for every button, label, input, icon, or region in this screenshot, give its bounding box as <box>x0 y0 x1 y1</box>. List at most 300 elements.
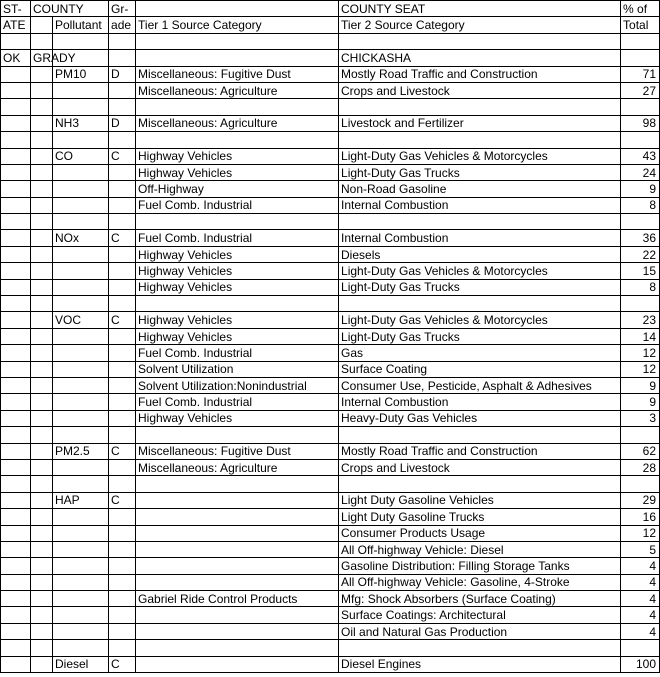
table-cell: Solvent Utilization <box>136 361 339 377</box>
table-cell <box>1 263 31 279</box>
table-cell <box>136 50 339 66</box>
table-cell <box>53 164 109 180</box>
table-cell <box>31 656 53 672</box>
table-cell <box>1 656 31 672</box>
table-cell <box>1 33 31 49</box>
table-cell <box>53 377 109 393</box>
table-cell: Miscellaneous: Fugitive Dust <box>136 66 339 82</box>
table-cell: Light-Duty Gas Vehicles & Motorcycles <box>339 312 621 328</box>
table-cell: Highway Vehicles <box>136 410 339 426</box>
table-cell <box>31 99 53 115</box>
table-cell: 12 <box>621 345 660 361</box>
table-cell <box>1 115 31 131</box>
table-cell <box>1 558 31 574</box>
table-cell: CO <box>53 148 109 164</box>
table-cell: 28 <box>621 459 660 475</box>
table-cell: 3 <box>621 410 660 426</box>
table-cell: Oil and Natural Gas Production <box>339 623 621 639</box>
table-cell: 23 <box>621 312 660 328</box>
table-row <box>1 181 660 197</box>
table-cell <box>31 197 53 213</box>
table-cell <box>136 623 339 639</box>
table-cell <box>109 164 136 180</box>
table-cell <box>1 296 31 312</box>
header-row <box>1 1 660 17</box>
table-row <box>1 459 660 475</box>
table-cell <box>339 33 621 49</box>
table-cell: Internal Combustion <box>339 394 621 410</box>
table-cell: C <box>109 148 136 164</box>
table-row <box>1 246 660 262</box>
table-cell <box>109 410 136 426</box>
table-cell: Light-Duty Gas Vehicles & Motorcycles <box>339 263 621 279</box>
header-cell: COUNTY SEAT <box>339 1 621 17</box>
table-cell <box>31 181 53 197</box>
table-cell <box>53 361 109 377</box>
table-cell <box>1 328 31 344</box>
table-cell <box>31 230 53 246</box>
table-cell <box>1 361 31 377</box>
table-cell <box>1 509 31 525</box>
table-row <box>1 82 660 98</box>
table-cell <box>53 394 109 410</box>
table-cell: 9 <box>621 377 660 393</box>
table-row <box>1 427 660 443</box>
table-cell <box>1 459 31 475</box>
table-cell: Fuel Comb. Industrial <box>136 394 339 410</box>
table-cell <box>31 525 53 541</box>
table-cell: Miscellaneous: Agriculture <box>136 459 339 475</box>
table-cell: Diesel Engines <box>339 656 621 672</box>
table-cell <box>53 214 109 230</box>
header-cell: Gr- <box>109 1 136 17</box>
table-cell <box>1 230 31 246</box>
table-cell: Highway Vehicles <box>136 164 339 180</box>
table-row <box>1 279 660 295</box>
table-cell: 16 <box>621 509 660 525</box>
table-cell <box>31 591 53 607</box>
table-cell <box>109 623 136 639</box>
table-cell <box>339 132 621 148</box>
table-cell <box>31 541 53 557</box>
table-cell <box>621 99 660 115</box>
table-cell: PM10 <box>53 66 109 82</box>
table-cell: 12 <box>621 361 660 377</box>
table-cell <box>53 132 109 148</box>
table-cell <box>31 148 53 164</box>
table-cell: Diesels <box>339 246 621 262</box>
table-cell: Light-Duty Gas Trucks <box>339 164 621 180</box>
table-cell <box>31 377 53 393</box>
table-cell <box>136 427 339 443</box>
table-row <box>1 541 660 557</box>
table-cell: 24 <box>621 164 660 180</box>
table-cell <box>621 214 660 230</box>
table-cell <box>31 263 53 279</box>
table-cell: 62 <box>621 443 660 459</box>
table-cell <box>109 476 136 492</box>
table-cell <box>1 197 31 213</box>
table-cell <box>1 132 31 148</box>
table-cell <box>136 558 339 574</box>
table-cell: Light Duty Gasoline Vehicles <box>339 492 621 508</box>
header-cell: Pollutant <box>53 17 109 33</box>
table-cell: C <box>109 656 136 672</box>
table-row <box>1 132 660 148</box>
table-cell <box>31 640 53 656</box>
table-row <box>1 50 660 66</box>
table-cell <box>53 607 109 623</box>
table-cell <box>53 558 109 574</box>
table-row <box>1 164 660 180</box>
table-cell <box>109 328 136 344</box>
table-cell <box>53 591 109 607</box>
table-cell <box>339 214 621 230</box>
table-row <box>1 33 660 49</box>
table-cell <box>339 99 621 115</box>
table-cell: All Off-highway Vehicle: Gasoline, 4-Stroke <box>339 574 621 590</box>
table-cell <box>53 525 109 541</box>
table-cell: Crops and Livestock <box>339 459 621 475</box>
table-cell: Non-Road Gasoline <box>339 181 621 197</box>
table-cell: Highway Vehicles <box>136 263 339 279</box>
table-cell: Fuel Comb. Industrial <box>136 197 339 213</box>
table-cell <box>31 296 53 312</box>
table-cell: 100 <box>621 656 660 672</box>
table-row <box>1 99 660 115</box>
table-cell <box>109 574 136 590</box>
table-cell <box>31 443 53 459</box>
table-row <box>1 66 660 82</box>
table-cell <box>109 33 136 49</box>
table-cell <box>1 541 31 557</box>
table-cell <box>1 574 31 590</box>
table-cell: Miscellaneous: Agriculture <box>136 82 339 98</box>
table-row <box>1 623 660 639</box>
table-cell <box>31 328 53 344</box>
table-cell: Gasoline Distribution: Filling Storage Tanks <box>339 558 621 574</box>
table-cell <box>621 33 660 49</box>
table-cell: 71 <box>621 66 660 82</box>
table-cell: Light-Duty Gas Trucks <box>339 279 621 295</box>
table-cell <box>109 82 136 98</box>
table-cell <box>1 492 31 508</box>
table-cell: 29 <box>621 492 660 508</box>
table-cell: 98 <box>621 115 660 131</box>
table-row <box>1 607 660 623</box>
table-cell: Internal Combustion <box>339 197 621 213</box>
table-row <box>1 492 660 508</box>
table-cell <box>53 279 109 295</box>
table-cell <box>1 607 31 623</box>
table-cell <box>31 132 53 148</box>
table-cell <box>1 246 31 262</box>
table-cell: Mostly Road Traffic and Construction <box>339 443 621 459</box>
table-cell <box>53 459 109 475</box>
table-cell <box>53 181 109 197</box>
table-cell: Gas <box>339 345 621 361</box>
table-cell <box>31 476 53 492</box>
table-cell: Highway Vehicles <box>136 279 339 295</box>
table-cell <box>339 427 621 443</box>
table-cell: Surface Coating <box>339 361 621 377</box>
table-row <box>1 443 660 459</box>
table-cell <box>53 263 109 279</box>
header-cell: % of <box>621 1 660 17</box>
table-cell <box>31 345 53 361</box>
table-cell: C <box>109 230 136 246</box>
header-cell: COUNTY <box>31 1 109 17</box>
header-row <box>1 17 660 33</box>
table-row <box>1 328 660 344</box>
table-cell <box>109 99 136 115</box>
header-cell: Tier 2 Source Category <box>339 17 621 33</box>
table-cell: Consumer Use, Pesticide, Asphalt & Adhesives <box>339 377 621 393</box>
table-cell: 15 <box>621 263 660 279</box>
table-cell <box>136 296 339 312</box>
table-cell: Miscellaneous: Agriculture <box>136 115 339 131</box>
table-cell <box>53 476 109 492</box>
table-cell: 12 <box>621 525 660 541</box>
table-cell <box>53 410 109 426</box>
table-cell: Heavy-Duty Gas Vehicles <box>339 410 621 426</box>
table-cell: VOC <box>53 312 109 328</box>
table-cell <box>109 361 136 377</box>
table-cell <box>53 574 109 590</box>
table-cell: Consumer Products Usage <box>339 525 621 541</box>
table-cell: 4 <box>621 558 660 574</box>
table-row <box>1 197 660 213</box>
table-cell: Off-Highway <box>136 181 339 197</box>
table-cell <box>31 246 53 262</box>
table-cell: Highway Vehicles <box>136 246 339 262</box>
table-cell <box>136 574 339 590</box>
table-cell <box>31 623 53 639</box>
table-cell <box>109 591 136 607</box>
table-cell <box>31 115 53 131</box>
table-row <box>1 377 660 393</box>
table-cell <box>109 394 136 410</box>
table-cell: 4 <box>621 607 660 623</box>
table-cell: 5 <box>621 541 660 557</box>
table-cell: GRADY <box>31 50 53 66</box>
table-cell <box>1 66 31 82</box>
table-cell <box>31 574 53 590</box>
table-cell <box>1 279 31 295</box>
table-cell <box>1 214 31 230</box>
table-cell <box>31 82 53 98</box>
table-cell: Surface Coatings: Architectural <box>339 607 621 623</box>
table-cell <box>53 296 109 312</box>
table-cell: 9 <box>621 181 660 197</box>
table-cell <box>136 656 339 672</box>
table-row <box>1 214 660 230</box>
table-row <box>1 640 660 656</box>
table-row <box>1 312 660 328</box>
table-cell <box>136 33 339 49</box>
table-cell: Mfg: Shock Absorbers (Surface Coating) <box>339 591 621 607</box>
table-cell <box>109 427 136 443</box>
table-cell <box>109 279 136 295</box>
header-cell <box>31 17 53 33</box>
table-cell: 36 <box>621 230 660 246</box>
table-cell <box>31 312 53 328</box>
table-cell <box>1 623 31 639</box>
table-cell <box>339 296 621 312</box>
table-cell: 4 <box>621 574 660 590</box>
table-cell: All Off-highway Vehicle: Diesel <box>339 541 621 557</box>
table-row <box>1 263 660 279</box>
table-cell: Light-Duty Gas Vehicles & Motorcycles <box>339 148 621 164</box>
table-cell: 9 <box>621 394 660 410</box>
table-cell: 4 <box>621 591 660 607</box>
table-cell <box>109 509 136 525</box>
table-cell <box>109 296 136 312</box>
table-cell <box>109 181 136 197</box>
table-cell <box>53 82 109 98</box>
table-cell <box>109 246 136 262</box>
table-cell: Mostly Road Traffic and Construction <box>339 66 621 82</box>
table-cell <box>109 50 136 66</box>
table-cell: Fuel Comb. Industrial <box>136 230 339 246</box>
table-cell <box>109 640 136 656</box>
table-cell: Highway Vehicles <box>136 328 339 344</box>
table-cell <box>1 525 31 541</box>
table-cell <box>53 345 109 361</box>
table-cell <box>136 214 339 230</box>
table-cell: C <box>109 492 136 508</box>
table-cell <box>109 214 136 230</box>
table-cell <box>621 132 660 148</box>
table-cell: 43 <box>621 148 660 164</box>
table-cell <box>1 99 31 115</box>
table-cell: Livestock and Fertilizer <box>339 115 621 131</box>
table-cell <box>31 459 53 475</box>
header-cell: ST- <box>1 1 31 17</box>
table-cell <box>31 214 53 230</box>
table-row <box>1 558 660 574</box>
table-cell: 8 <box>621 197 660 213</box>
table-row <box>1 345 660 361</box>
table-cell <box>109 345 136 361</box>
table-cell <box>136 509 339 525</box>
table-cell <box>31 427 53 443</box>
table-cell: D <box>109 66 136 82</box>
table-cell <box>136 99 339 115</box>
table-cell <box>621 50 660 66</box>
table-cell <box>31 164 53 180</box>
table-row <box>1 230 660 246</box>
table-row <box>1 394 660 410</box>
table-cell <box>1 394 31 410</box>
table-cell: Highway Vehicles <box>136 312 339 328</box>
table-cell <box>31 558 53 574</box>
table-cell <box>53 328 109 344</box>
table-cell: 8 <box>621 279 660 295</box>
table-cell <box>31 607 53 623</box>
table-cell <box>31 509 53 525</box>
table-cell <box>109 607 136 623</box>
table-cell: PM2.5 <box>53 443 109 459</box>
table-cell <box>109 377 136 393</box>
table-cell <box>53 541 109 557</box>
table-cell <box>53 197 109 213</box>
table-cell <box>53 99 109 115</box>
table-cell: Miscellaneous: Fugitive Dust <box>136 443 339 459</box>
table-cell <box>31 410 53 426</box>
table-cell <box>136 640 339 656</box>
table-cell <box>31 279 53 295</box>
table-cell: 22 <box>621 246 660 262</box>
header-cell: ade <box>109 17 136 33</box>
table-cell <box>136 492 339 508</box>
table-cell <box>1 345 31 361</box>
table-cell <box>1 476 31 492</box>
table-cell: HAP <box>53 492 109 508</box>
table-row <box>1 591 660 607</box>
table-cell <box>109 197 136 213</box>
table-cell <box>1 410 31 426</box>
header-cell <box>136 1 339 17</box>
header-cell: ATE <box>1 17 31 33</box>
table-cell <box>1 591 31 607</box>
table-cell: Internal Combustion <box>339 230 621 246</box>
table-cell: D <box>109 115 136 131</box>
table-cell <box>109 263 136 279</box>
table-cell <box>621 640 660 656</box>
table-cell: 14 <box>621 328 660 344</box>
table-cell <box>1 377 31 393</box>
table-row <box>1 296 660 312</box>
table-cell <box>136 525 339 541</box>
table-cell: 27 <box>621 82 660 98</box>
table-row <box>1 148 660 164</box>
table-cell <box>53 427 109 443</box>
table-cell <box>1 443 31 459</box>
table-cell: Diesel <box>53 656 109 672</box>
table-cell <box>53 33 109 49</box>
table-cell <box>621 296 660 312</box>
table-cell <box>109 558 136 574</box>
table-cell <box>31 66 53 82</box>
table-cell <box>1 181 31 197</box>
table-cell <box>339 640 621 656</box>
table-row <box>1 509 660 525</box>
table-cell <box>53 509 109 525</box>
table-cell: 4 <box>621 623 660 639</box>
table-cell <box>1 148 31 164</box>
table-row <box>1 115 660 131</box>
table-cell <box>136 476 339 492</box>
table-cell <box>1 640 31 656</box>
table-cell <box>109 132 136 148</box>
table-cell <box>109 525 136 541</box>
table-cell: Light-Duty Gas Trucks <box>339 328 621 344</box>
table-cell <box>136 607 339 623</box>
table-cell: C <box>109 443 136 459</box>
table-row <box>1 574 660 590</box>
header-cell: Tier 1 Source Category <box>136 17 339 33</box>
table-cell <box>1 164 31 180</box>
table-cell: NOx <box>53 230 109 246</box>
table-cell: CHICKASHA <box>339 50 621 66</box>
table-cell <box>53 623 109 639</box>
table-cell <box>136 132 339 148</box>
table-row <box>1 525 660 541</box>
table-cell <box>339 476 621 492</box>
table-cell <box>31 492 53 508</box>
table-row <box>1 361 660 377</box>
